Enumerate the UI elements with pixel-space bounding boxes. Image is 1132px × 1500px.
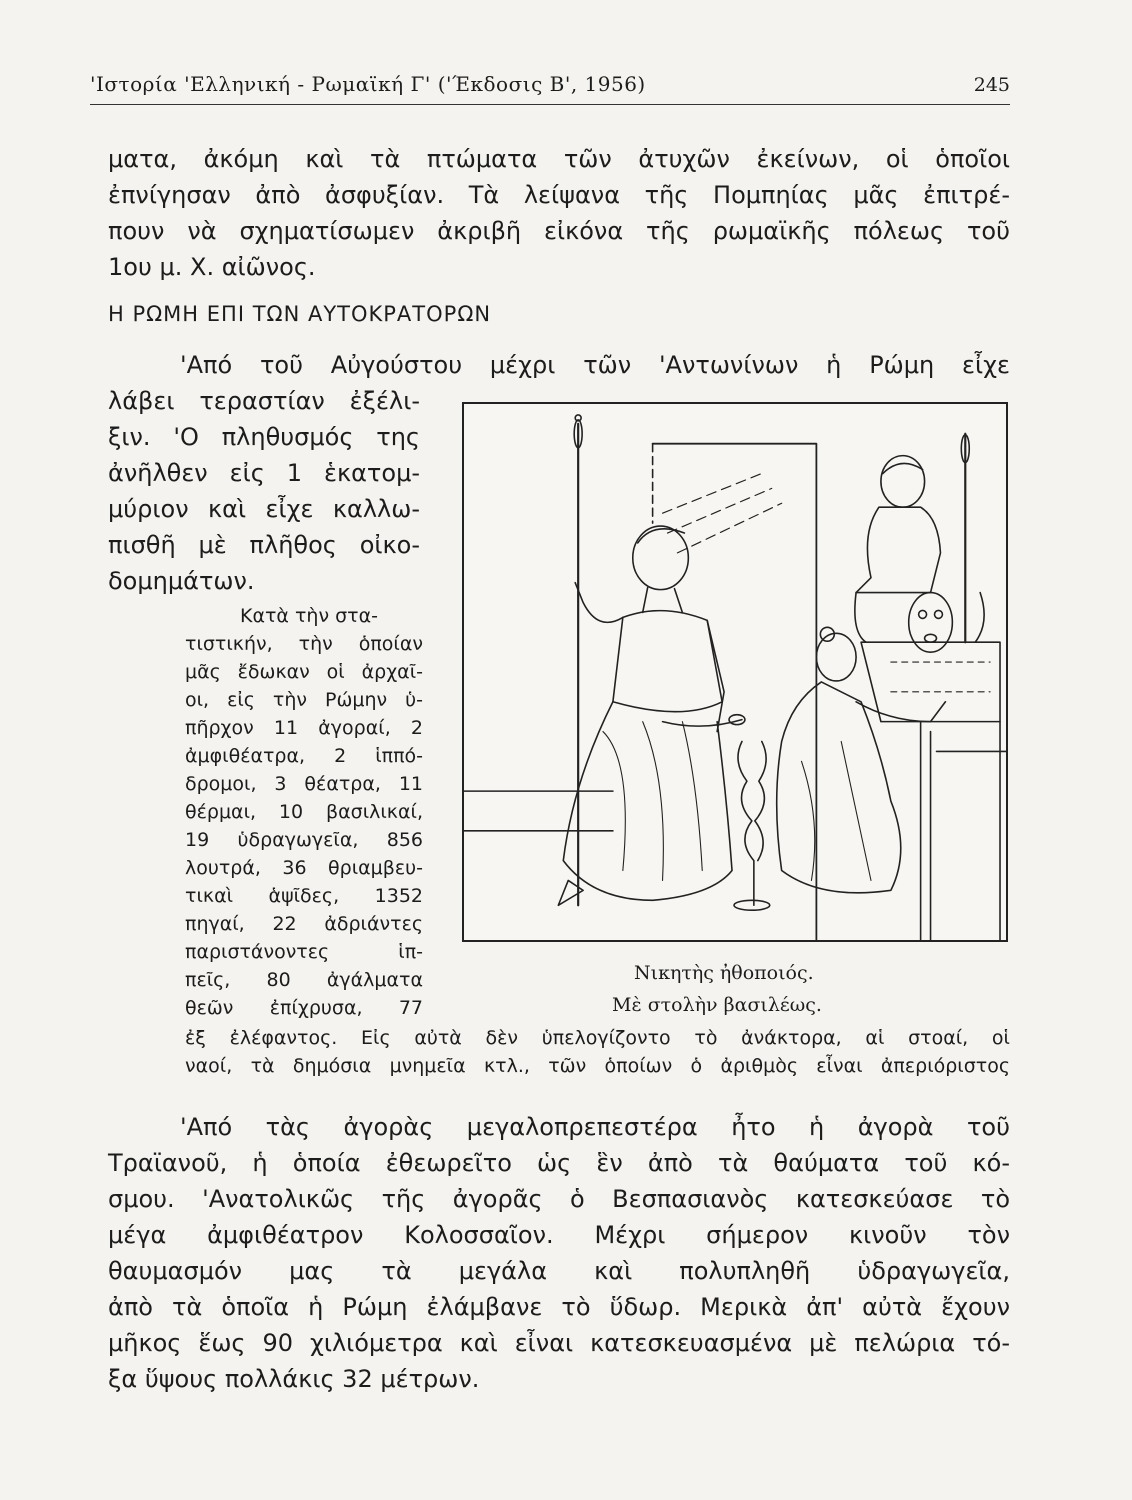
para3-line: ξα ὕψους πολλάκις 32 μέτρων. [108, 1365, 480, 1393]
stats-line: θέρμαι, 10 βασιλικαί, [185, 801, 423, 823]
para2-line: λάβει τεραστίαν ἐξέλι- [108, 387, 420, 415]
figure-caption-line-2: Μὲ στολὴν βασιλέως. [612, 994, 822, 1016]
stats-line: δρομοι, 3 θέατρα, 11 [185, 773, 423, 795]
para3-line: σμου. 'Ανατολικῶς τῆς ἀγορᾶς ὁ Βεσπασιανὸς κατεσκεύασε τὸ [108, 1185, 1010, 1213]
book-title: 'Ιστορία 'Ελληνική - Ρωμαϊκή Γ' ('Έκδοσις Β', 1956) [90, 72, 646, 96]
stats-line: πῆρχον 11 ἀγοραί, 2 [185, 717, 423, 739]
stats-line: λουτρά, 36 θριαμβευ- [185, 857, 423, 879]
para1-line: πουν νὰ σχηματίσωμεν ἀκριβῆ εἰκόνα τῆς ρωμαϊκῆς πόλεως τοῦ [108, 217, 1010, 245]
stats-line: θεῶν ἐπίχρυσα, 77 [185, 997, 423, 1019]
para2-line: ξιν. 'Ο πληθυσμός της [108, 423, 420, 451]
stats-line: τιστικήν, τὴν ὁποίαν [185, 633, 423, 655]
stats-line: παριστάνοντες ἱπ- [185, 941, 423, 963]
stats-line: οι, εἰς τὴν Ρώμην ὑ- [185, 689, 423, 711]
para3-line: 'Από τὰς ἀγορὰς μεγαλοπρεπεστέρα ἦτο ἡ ἀγορὰ τοῦ [180, 1113, 1010, 1141]
section-heading: Η ΡΩΜΗ ΕΠΙ ΤΩΝ ΑΥΤΟΚΡΑΤΟΡΩΝ [108, 302, 492, 326]
stats-line: ναοί, τὰ δημόσια μνημεῖα κτλ., τῶν ὁποίων ὁ ἀριθμὸς εἶναι ἀπεριόριστος [185, 1055, 1010, 1077]
para3-line: θαυμασμόν μας τὰ μεγάλα καὶ πολυπληθῆ ὑδραγωγεῖα, [108, 1257, 1010, 1285]
para2-first-line: 'Από τοῦ Αὐγούστου μέχρι τῶν 'Αντωνίνων ἡ Ρώμη εἶχε [180, 351, 1010, 379]
para3-line: Τραϊανοῦ, ἡ ὁποία ἐθεωρεῖτο ὡς ἓν ἀπὸ τὰ θαύματα τοῦ κό- [108, 1149, 1010, 1177]
para3-line: ἀπὸ τὰ ὁποῖα ἡ Ρώμη ἐλάμβανε τὸ ὕδωρ. Μερικὰ ἀπ' αὐτὰ ἔχουν [108, 1293, 1010, 1321]
stats-line: ἀμφιθέατρα, 2 ἱππό- [185, 745, 423, 767]
para2-line: πισθῆ μὲ πλῆθος οἰκο- [108, 531, 420, 559]
para2-line: ἀνῆλθεν εἰς 1 ἑκατομ- [108, 459, 420, 487]
para2-line: μύριον καὶ εἶχε καλλω- [108, 495, 420, 523]
para1-line: 1ου μ. Χ. αἰῶνος. [108, 253, 316, 281]
running-header [90, 70, 1010, 105]
figure-caption-line-1: Νικητὴς ἠθοποιός. [634, 962, 814, 984]
actor-scene-drawing [464, 404, 1006, 940]
figure-illustration [462, 402, 1008, 942]
stats-line: τικαὶ ἁψῖδες, 1352 [185, 885, 423, 907]
stats-line: πεῖς, 80 ἀγάλματα [185, 969, 423, 991]
para1-line: ἐπνίγησαν ἀπὸ ἀσφυξίαν. Τὰ λείψανα τῆς Πομπηίας μᾶς ἐπιτρέ- [108, 181, 1010, 209]
para3-line: μῆκος ἕως 90 χιλιόμετρα καὶ εἶναι κατεσκευασμένα μὲ πελώρια τό- [108, 1329, 1010, 1357]
stats-line: 19 ὑδραγωγεῖα, 856 [185, 829, 423, 851]
stats-line: ἐξ ἐλέφαντος. Εἰς αὐτὰ δὲν ὑπελογίζοντο τὸ ἀνάκτορα, αἱ στοαί, οἱ [185, 1027, 1010, 1049]
stats-line: Κατὰ τὴν στα- [240, 605, 378, 627]
para1-line: ματα, ἀκόμη καὶ τὰ πτώματα τῶν ἀτυχῶν ἐκείνων, οἱ ὁποῖοι [108, 145, 1010, 173]
page-number: 245 [973, 74, 1010, 96]
para3-line: μέγα ἀμφιθέατρον Κολοσσαῖον. Μέχρι σήμερον κινοῦν τὸν [108, 1221, 1010, 1249]
stats-line: μᾶς ἔδωκαν οἱ ἀρχαῖ- [185, 661, 423, 683]
stats-line: πηγαί, 22 ἀδριάντες [185, 913, 423, 935]
para2-line: δομημάτων. [108, 567, 255, 595]
